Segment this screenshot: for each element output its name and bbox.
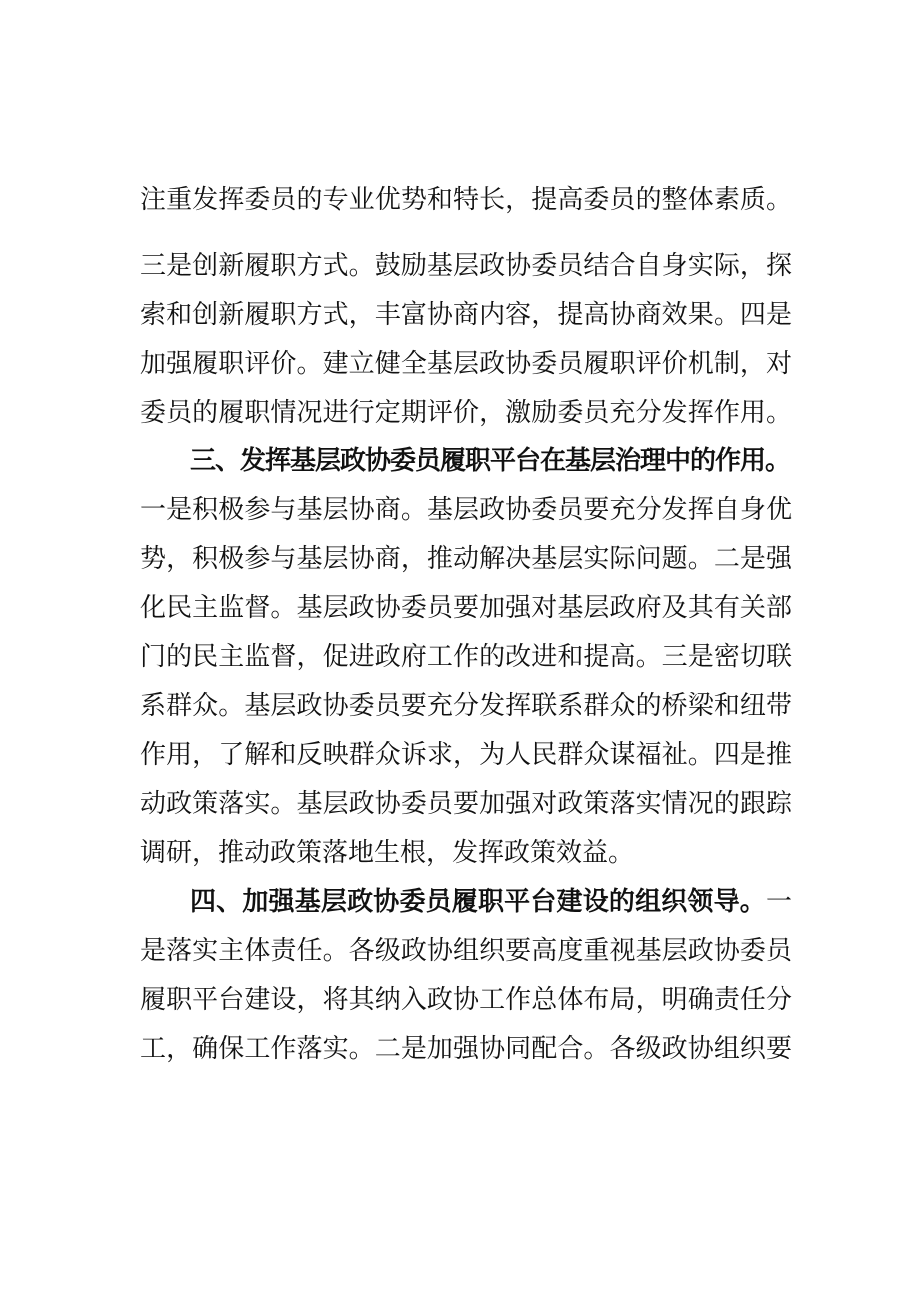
paragraph-line: 调研，推动政策落地生根，发挥政策效益。: [140, 838, 635, 868]
paragraph-line: 委员的履职情况进行定期评价，激励委员充分发挥作用。: [140, 398, 792, 428]
section-heading: 四、加强基层政协委员履职平台建设的组织领导。: [190, 887, 766, 917]
paragraph-line: 门的民主监督，促进政府工作的改进和提高。三是密切联: [140, 642, 792, 672]
paragraph-line: 势，积极参与基层协商，推动解决基层实际问题。二是强: [140, 544, 792, 574]
heading-tail-text: 一: [765, 887, 792, 917]
section-heading: 三、发挥基层政协委员履职平台在基层治理中的作用。: [190, 446, 791, 476]
paragraph-line: 三是创新履职方式。鼓励基层政协委员结合自身实际，探: [140, 251, 792, 281]
paragraph-line: 履职平台建设，将其纳入政协工作总体布局，明确责任分: [140, 985, 792, 1015]
paragraph-line: 索和创新履职方式，丰富协商内容，提高协商效果。四是: [140, 300, 792, 330]
paragraph-line: 动政策落实。基层政协委员要加强对政策落实情况的跟踪: [140, 789, 792, 819]
paragraph-line: 作用，了解和反映群众诉求，为人民群众谋福祉。四是推: [140, 740, 792, 770]
paragraph-line: 注重发挥委员的专业优势和特长，提高委员的整体素质。: [140, 185, 792, 215]
paragraph-line: 工，确保工作落实。二是加强协同配合。各级政协组织要: [140, 1034, 792, 1064]
paragraph-line: 一是积极参与基层协商。基层政协委员要充分发挥自身优: [140, 495, 792, 525]
paragraph-line: 系群众。基层政协委员要充分发挥联系群众的桥梁和纽带: [140, 691, 792, 721]
section-heading-line: [190, 882, 792, 922]
paragraph-line: 是落实主体责任。各级政协组织要高度重视基层政协委员: [140, 936, 792, 966]
paragraph-line: 化民主监督。基层政协委员要加强对基层政府及其有关部: [140, 593, 792, 623]
paragraph-line: 加强履职评价。建立健全基层政协委员履职评价机制，对: [140, 349, 792, 379]
